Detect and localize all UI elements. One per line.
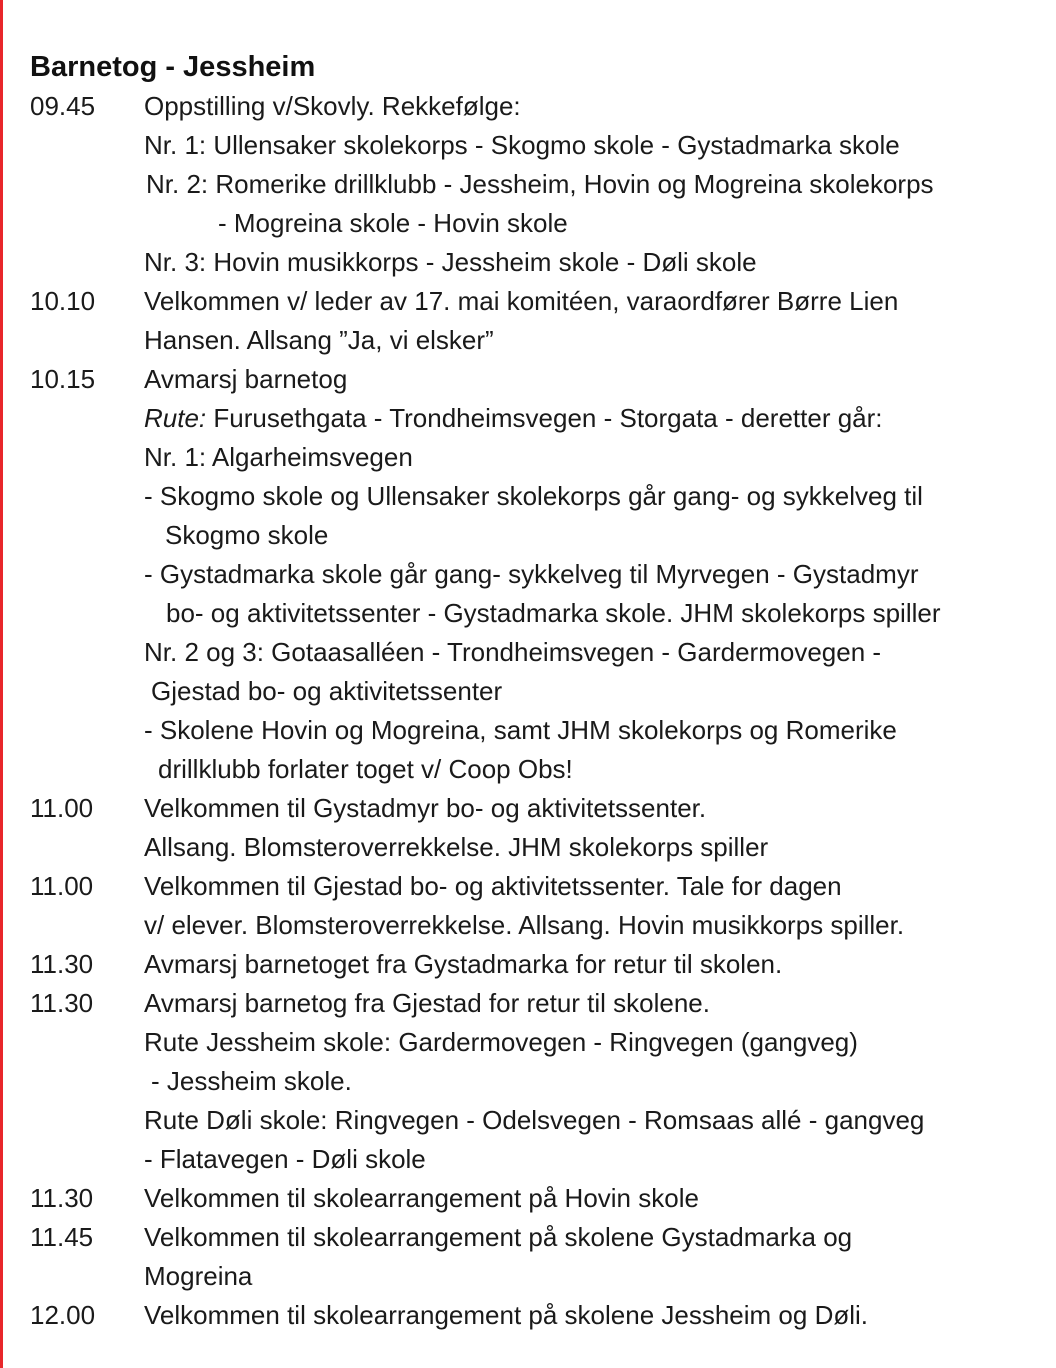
program-line: v/ elever. Blomsteroverrekkelse. Allsang. Hovin musikkorps spiller.: [144, 910, 905, 940]
route-text: Furusethgata - Trondheimsvegen - Storgata - deretter går:: [206, 403, 883, 433]
time-1015: 10.15: [30, 364, 96, 394]
program-line: - Skogmo skole og Ullensaker skolekorps går gang- og sykkelveg til: [144, 481, 923, 511]
program-line: Oppstilling v/Skovly. Rekkefølge:: [144, 91, 521, 121]
time-1010: 10.10: [30, 286, 96, 316]
program-line: Velkommen v/ leder av 17. mai komitéen, varaordfører Børre Lien: [144, 286, 899, 316]
program-line: Avmarsj barnetog fra Gjestad for retur til skolene.: [144, 988, 710, 1018]
time-1100: 11.00: [30, 793, 94, 823]
program-line: Velkommen til skolearrangement på Hovin skole: [144, 1183, 699, 1213]
program-line: - Flatavegen - Døli skole: [144, 1144, 426, 1174]
program-line: Velkommen til skolearrangement på skolene Gystadmarka og: [144, 1222, 853, 1252]
program-line: Mogreina: [144, 1261, 253, 1291]
time-1100: 11.00: [30, 871, 94, 901]
program-line: - Skolene Hovin og Mogreina, samt JHM skolekorps og Romerike: [144, 715, 897, 745]
route-line: [144, 402, 883, 434]
time-1130: 11.30: [30, 1183, 94, 1213]
page-title: Barnetog - Jessheim: [30, 51, 316, 83]
program-line: drillklubb forlater toget v/ Coop Obs!: [158, 754, 573, 784]
program-line: - Jessheim skole.: [151, 1066, 352, 1096]
program-line: Nr. 2 og 3: Gotaasalléen - Trondheimsvegen - Gardermovegen -: [144, 637, 882, 667]
program-line: Nr. 1: Ullensaker skolekorps - Skogmo skole - Gystadmarka skole: [144, 130, 900, 160]
program-line: Hansen. Allsang ”Ja, vi elsker”: [144, 325, 494, 355]
program-line: Nr. 3: Hovin musikkorps - Jessheim skole - Døli skole: [144, 247, 757, 277]
program-line: Velkommen til skolearrangement på skolene Jessheim og Døli.: [144, 1300, 869, 1330]
program-line: Avmarsj barnetog: [144, 364, 348, 394]
program-line: Nr. 1: Algarheimsvegen: [144, 442, 413, 472]
program-line: - Gystadmarka skole går gang- sykkelveg til Myrvegen - Gystadmyr: [144, 559, 919, 589]
program-line: Rute Jessheim skole: Gardermovegen - Ringvegen (gangveg): [144, 1027, 858, 1057]
program-line: Skogmo skole: [165, 520, 329, 550]
time-1130: 11.30: [30, 949, 94, 979]
program-line: Avmarsj barnetoget fra Gystadmarka for retur til skolen.: [144, 949, 783, 979]
program-line: Rute Døli skole: Ringvegen - Odelsvegen - Romsaas allé - gangveg: [144, 1105, 925, 1135]
time-1200: 12.00: [30, 1300, 96, 1330]
program-line: bo- og aktivitetssenter - Gystadmarka skole. JHM skolekorps spiller: [166, 598, 941, 628]
program-line: Gjestad bo- og aktivitetssenter: [151, 676, 503, 706]
program-line: - Mogreina skole - Hovin skole: [218, 208, 568, 238]
time-1145: 11.45: [30, 1222, 94, 1252]
program-line: Velkommen til Gjestad bo- og aktivitetssenter. Tale for dagen: [144, 871, 842, 901]
program-line: Velkommen til Gystadmyr bo- og aktivitetssenter.: [144, 793, 707, 823]
time-1130: 11.30: [30, 988, 94, 1018]
program-line: Nr. 2: Romerike drillklubb - Jessheim, Hovin og Mogreina skolekorps: [146, 169, 934, 199]
time-0945: 09.45: [30, 91, 96, 121]
program-line: Allsang. Blomsteroverrekkelse. JHM skolekorps spiller: [144, 832, 769, 862]
route-label: Rute:: [144, 403, 207, 433]
